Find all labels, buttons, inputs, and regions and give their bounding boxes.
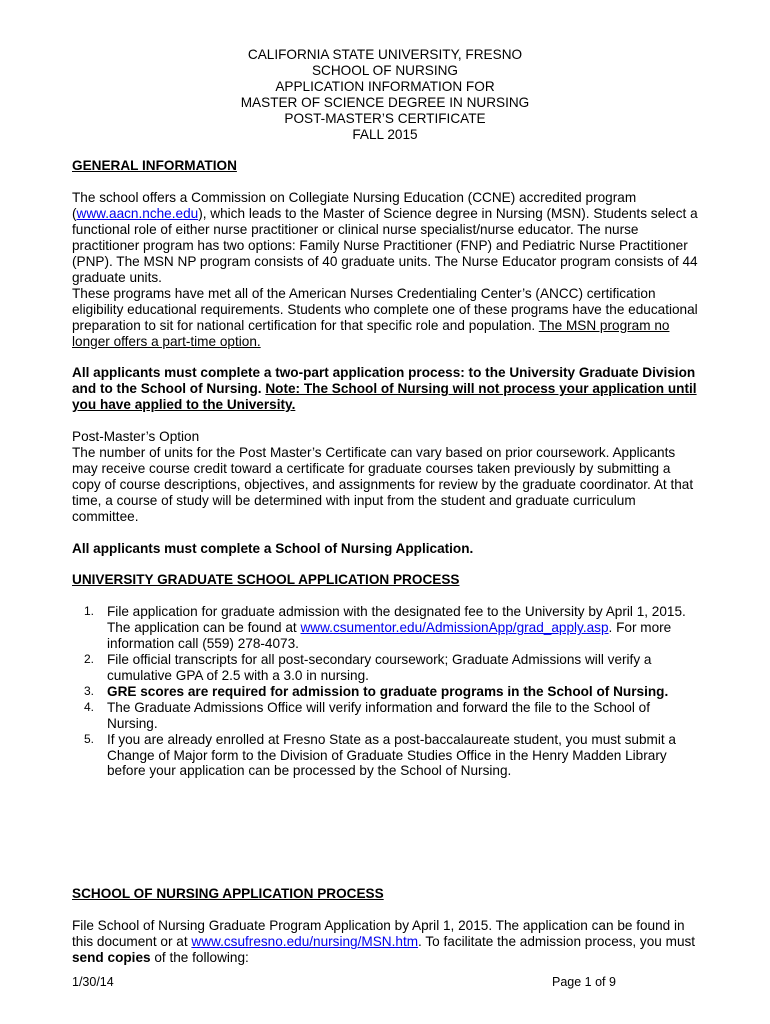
csumentor-link[interactable]: www.csumentor.edu/AdmissionApp/grad_apply.asp	[300, 620, 609, 636]
post-masters-title: Post-Master’s Option	[72, 429, 200, 445]
msn-link[interactable]: www.csufresno.edu/nursing/MSN.htm	[191, 934, 419, 950]
list-item	[72, 700, 698, 732]
post-masters-body: The number of units for the Post Master’s Certificate can vary based on prior coursework. Applicants may receive course credit toward a certificate for graduate courses taken previously by submitting a copy of course descriptions, objectives, and assignments for review by the graduate coordinator. At that time, a course of study will be determined with input from the student and graduate curriculum committee.	[72, 445, 694, 524]
step-number: 5.	[84, 731, 95, 746]
page-number: Page 1 of 9	[552, 975, 616, 989]
step-text: GRE scores are required for admission to graduate programs in the School of Nursing.	[107, 683, 669, 699]
list-item	[72, 684, 698, 700]
general-paragraph-2	[72, 286, 698, 350]
step-number: 1.	[84, 604, 95, 619]
general-p1-text-a: The school offers a Commission on Collegiate Nursing Education (CCNE) accredited program (	[72, 190, 637, 222]
step-number: 2.	[84, 652, 95, 667]
nursing-text-c: of the following:	[150, 950, 249, 966]
header-term: FALL 2015	[352, 126, 418, 142]
send-copies-text: send copies	[72, 950, 151, 966]
list-item	[72, 732, 698, 780]
university-process-heading: UNIVERSITY GRADUATE SCHOOL APPLICATION PROCESS	[72, 572, 460, 588]
header-application-info: APPLICATION INFORMATION FOR	[275, 78, 495, 94]
step-number: 3.	[84, 683, 95, 698]
aacn-link[interactable]: www.aacn.nche.edu	[76, 206, 199, 222]
nursing-process-heading: SCHOOL OF NURSING APPLICATION PROCESS	[72, 886, 384, 902]
footer-date: 1/30/14	[72, 975, 114, 989]
step-number: 4.	[84, 699, 95, 714]
two-part-text: All applicants must complete a two-part application process: to the University Graduate Division and to the School of Nursing.	[72, 365, 696, 397]
general-information-heading: GENERAL INFORMATION	[72, 158, 237, 174]
two-part-process-notice	[72, 365, 698, 413]
document-page	[72, 47, 698, 966]
header-degree: MASTER OF SCIENCE DEGREE IN NURSING	[240, 94, 530, 110]
university-steps-list	[72, 604, 698, 779]
nursing-process-paragraph	[72, 918, 698, 966]
part-time-notice: The MSN program no longer offers a part-time option.	[72, 317, 670, 349]
header-school: SCHOOL OF NURSING	[311, 62, 459, 78]
step-text-b: . For more information call (559) 278-4073.	[107, 620, 672, 652]
header-university: CALIFORNIA STATE UNIVERSITY, FRESNO	[247, 47, 523, 62]
step-text: File official transcripts for all post-secondary coursework; Graduate Admissions will verify a cumulative GPA of 2.5 with a 3.0 in nursing.	[107, 652, 652, 683]
nursing-text-a: File School of Nursing Graduate Program Application by April 1, 2015. The application can be found in this document or at	[72, 918, 685, 950]
step-text: If you are already enrolled at Fresno State as a post-baccalaureate student, you must submit a Change of Major form to the Division of Graduate Studies Office in the Henry Madden Library before your application can be processed by the School of Nursing.	[107, 731, 676, 779]
header-certificate: POST-MASTER’S CERTIFICATE	[284, 110, 486, 126]
list-item	[72, 604, 698, 652]
general-paragraph-1	[72, 190, 698, 285]
step-text: The Graduate Admissions Office will verify information and forward the file to the School of Nursing.	[107, 699, 651, 731]
nursing-text-b: . To facilitate the admission process, you must	[418, 934, 696, 950]
document-header	[72, 47, 698, 142]
all-applicants-notice: All applicants must complete a School of Nursing Application.	[72, 540, 474, 556]
list-item	[72, 652, 698, 684]
general-p2-text: These programs have met all of the American Nurses Credentialing Center’s (ANCC) certification eligibility educational requirements. Students who complete one of these programs have the educational preparation to sit for national certification for that specific role and population.	[72, 285, 698, 333]
two-part-note: Note: The School of Nursing will not process your application until you have applied to the University.	[72, 381, 697, 413]
general-p1-text-b: ), which leads to the Master of Science degree in Nursing (MSN). Students select a functional role of either nurse practitioner or clinical nurse specialist/nurse educator. The nurse practitioner program has two options: Family Nurse Practitioner (FNP) and Pediatric Nurse Practitioner (PNP). The MSN NP program consists of 40 graduate units. The Nurse Educator program consists of 44 graduate units.	[72, 206, 698, 285]
step-text-a: File application for graduate admission with the designated fee to the University by April 1, 2015. The application can be found at	[107, 604, 686, 636]
